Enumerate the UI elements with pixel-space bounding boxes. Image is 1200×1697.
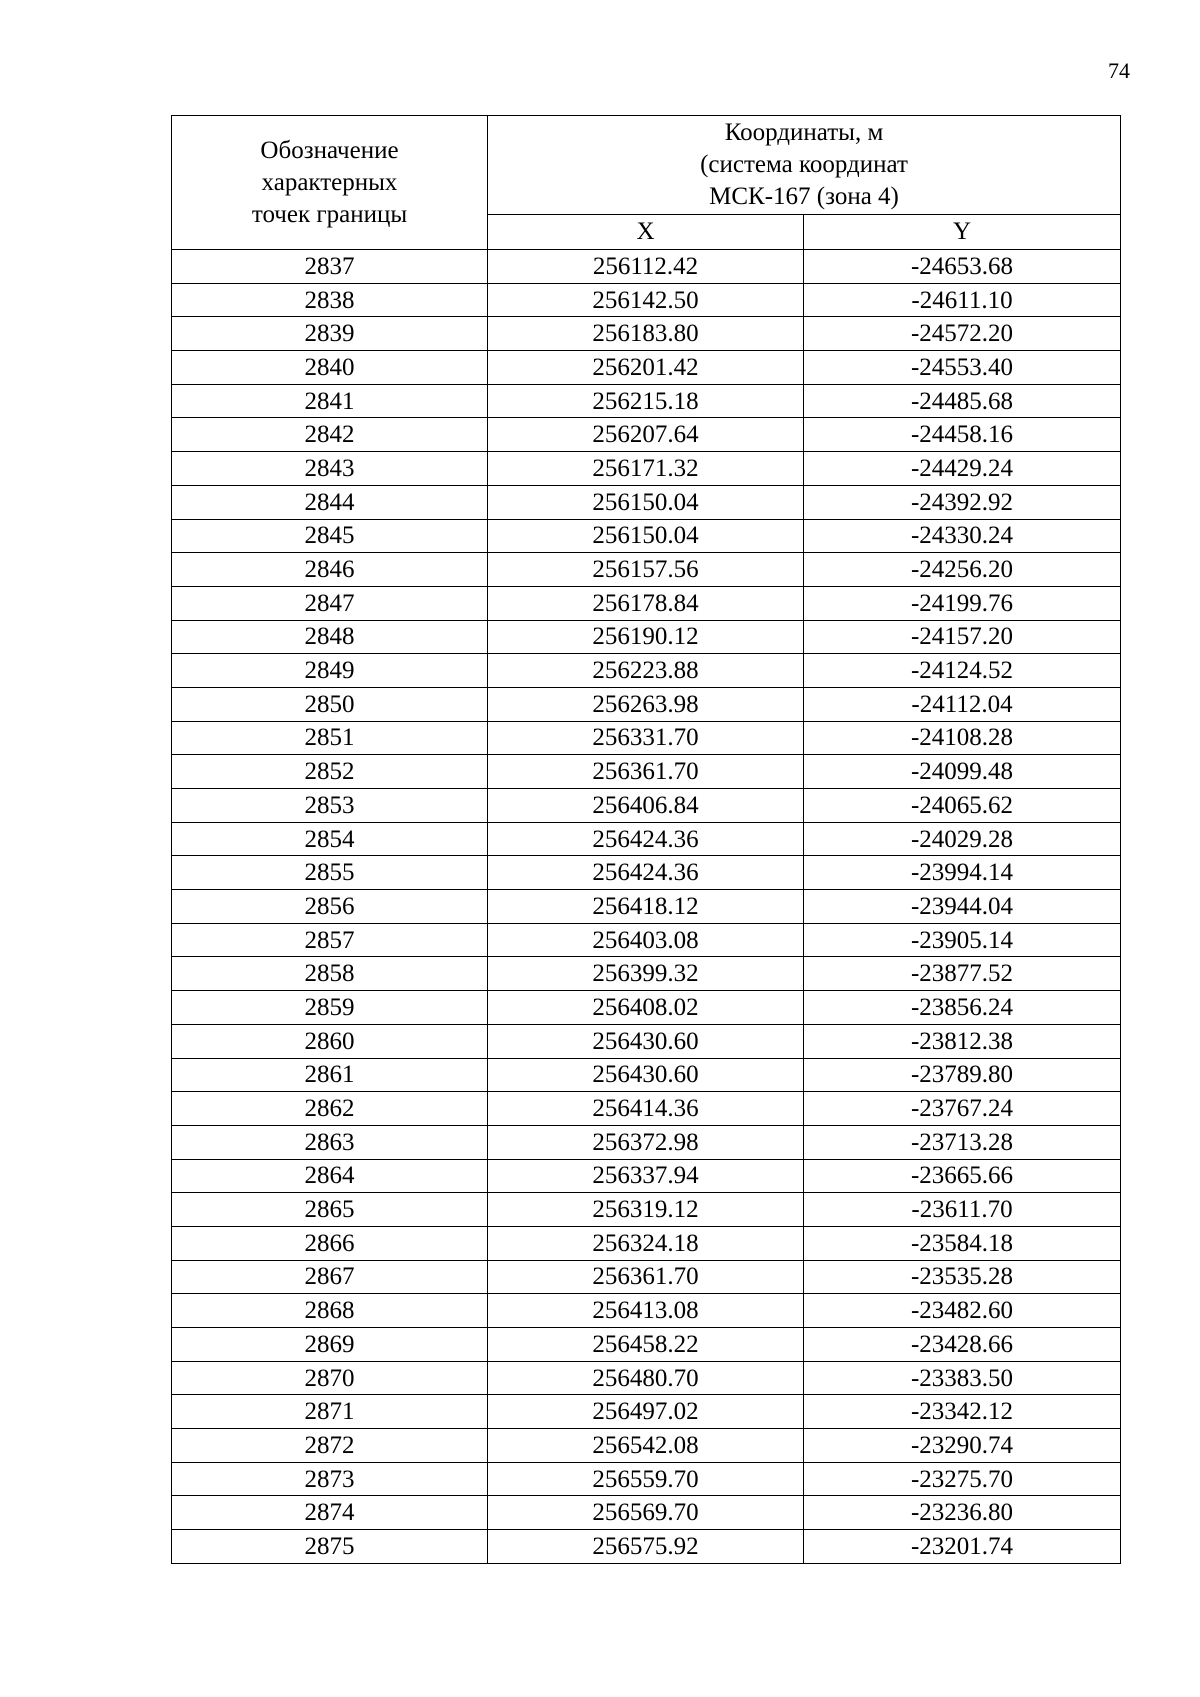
table-row bbox=[172, 384, 1121, 418]
cell-point: 2874 bbox=[172, 1496, 488, 1530]
cell-x: 256413.08 bbox=[488, 1294, 804, 1328]
cell-x: 256142.50 bbox=[488, 283, 804, 317]
table-row bbox=[172, 620, 1121, 654]
table-row bbox=[172, 351, 1121, 385]
table-row bbox=[172, 890, 1121, 924]
cell-x: 256178.84 bbox=[488, 586, 804, 620]
cell-y: -24108.28 bbox=[804, 721, 1121, 755]
cell-point: 2869 bbox=[172, 1328, 488, 1362]
cell-point: 2841 bbox=[172, 384, 488, 418]
cell-y: -24330.24 bbox=[804, 519, 1121, 553]
header-designation-line-1: Обозначение bbox=[260, 136, 399, 164]
cell-x: 256263.98 bbox=[488, 687, 804, 721]
cell-point: 2867 bbox=[172, 1260, 488, 1294]
table-row bbox=[172, 1462, 1121, 1496]
cell-point: 2868 bbox=[172, 1294, 488, 1328]
cell-point: 2838 bbox=[172, 283, 488, 317]
cell-y: -24124.52 bbox=[804, 654, 1121, 688]
cell-x: 256215.18 bbox=[488, 384, 804, 418]
cell-x: 256171.32 bbox=[488, 452, 804, 486]
cell-point: 2866 bbox=[172, 1226, 488, 1260]
cell-y: -23789.80 bbox=[804, 1058, 1121, 1092]
table-row bbox=[172, 586, 1121, 620]
cell-y: -24392.92 bbox=[804, 485, 1121, 519]
table-row bbox=[172, 1496, 1121, 1530]
table-row bbox=[172, 1260, 1121, 1294]
cell-x: 256207.64 bbox=[488, 418, 804, 452]
cell-y: -23767.24 bbox=[804, 1092, 1121, 1126]
table-row bbox=[172, 687, 1121, 721]
table-row bbox=[172, 822, 1121, 856]
table-row bbox=[172, 250, 1121, 284]
cell-point: 2873 bbox=[172, 1462, 488, 1496]
cell-x: 256324.18 bbox=[488, 1226, 804, 1260]
cell-point: 2846 bbox=[172, 553, 488, 587]
cell-y: -24157.20 bbox=[804, 620, 1121, 654]
cell-y: -23856.24 bbox=[804, 991, 1121, 1025]
cell-point: 2875 bbox=[172, 1530, 488, 1564]
cell-y: -23535.28 bbox=[804, 1260, 1121, 1294]
cell-point: 2842 bbox=[172, 418, 488, 452]
cell-point: 2864 bbox=[172, 1159, 488, 1193]
cell-point: 2858 bbox=[172, 957, 488, 991]
cell-y: -23713.28 bbox=[804, 1125, 1121, 1159]
cell-x: 256430.60 bbox=[488, 1058, 804, 1092]
table-body bbox=[172, 250, 1121, 1564]
cell-y: -24653.68 bbox=[804, 250, 1121, 284]
page-number: 74 bbox=[1108, 58, 1130, 83]
cell-x: 256414.36 bbox=[488, 1092, 804, 1126]
cell-y: -23236.80 bbox=[804, 1496, 1121, 1530]
cell-x: 256424.36 bbox=[488, 822, 804, 856]
cell-x: 256569.70 bbox=[488, 1496, 804, 1530]
table-row bbox=[172, 519, 1121, 553]
cell-point: 2861 bbox=[172, 1058, 488, 1092]
cell-y: -24572.20 bbox=[804, 317, 1121, 351]
cell-point: 2862 bbox=[172, 1092, 488, 1126]
cell-y: -24485.68 bbox=[804, 384, 1121, 418]
table-row bbox=[172, 923, 1121, 957]
cell-point: 2865 bbox=[172, 1193, 488, 1227]
cell-y: -23944.04 bbox=[804, 890, 1121, 924]
table-row bbox=[172, 755, 1121, 789]
cell-y: -23383.50 bbox=[804, 1361, 1121, 1395]
cell-x: 256542.08 bbox=[488, 1429, 804, 1463]
cell-y: -23584.18 bbox=[804, 1226, 1121, 1260]
table-row bbox=[172, 1193, 1121, 1227]
cell-x: 256559.70 bbox=[488, 1462, 804, 1496]
table-row bbox=[172, 1058, 1121, 1092]
header-y: Y bbox=[804, 215, 1121, 250]
cell-x: 256319.12 bbox=[488, 1193, 804, 1227]
cell-point: 2837 bbox=[172, 250, 488, 284]
table-row bbox=[172, 721, 1121, 755]
cell-x: 256183.80 bbox=[488, 317, 804, 351]
cell-y: -24029.28 bbox=[804, 822, 1121, 856]
cell-y: -23994.14 bbox=[804, 856, 1121, 890]
header-coordinates-line-2: (система координат bbox=[700, 151, 908, 179]
table-row bbox=[172, 1429, 1121, 1463]
cell-x: 256430.60 bbox=[488, 1024, 804, 1058]
cell-x: 256372.98 bbox=[488, 1125, 804, 1159]
cell-point: 2848 bbox=[172, 620, 488, 654]
cell-y: -23290.74 bbox=[804, 1429, 1121, 1463]
cell-x: 256190.12 bbox=[488, 620, 804, 654]
table-row bbox=[172, 654, 1121, 688]
cell-y: -23905.14 bbox=[804, 923, 1121, 957]
table-row bbox=[172, 1092, 1121, 1126]
cell-y: -24429.24 bbox=[804, 452, 1121, 486]
cell-point: 2843 bbox=[172, 452, 488, 486]
cell-point: 2849 bbox=[172, 654, 488, 688]
table-row bbox=[172, 1226, 1121, 1260]
cell-x: 256406.84 bbox=[488, 789, 804, 823]
cell-x: 256150.04 bbox=[488, 519, 804, 553]
table-row bbox=[172, 1328, 1121, 1362]
cell-point: 2872 bbox=[172, 1429, 488, 1463]
cell-point: 2870 bbox=[172, 1361, 488, 1395]
table-row bbox=[172, 418, 1121, 452]
cell-y: -24199.76 bbox=[804, 586, 1121, 620]
cell-x: 256223.88 bbox=[488, 654, 804, 688]
cell-y: -24112.04 bbox=[804, 687, 1121, 721]
cell-y: -23342.12 bbox=[804, 1395, 1121, 1429]
cell-point: 2854 bbox=[172, 822, 488, 856]
cell-point: 2840 bbox=[172, 351, 488, 385]
table-row bbox=[172, 1024, 1121, 1058]
cell-point: 2851 bbox=[172, 721, 488, 755]
cell-y: -24065.62 bbox=[804, 789, 1121, 823]
header-designation-line-3: точек границы bbox=[251, 200, 408, 228]
cell-x: 256399.32 bbox=[488, 957, 804, 991]
cell-point: 2860 bbox=[172, 1024, 488, 1058]
cell-point: 2857 bbox=[172, 923, 488, 957]
cell-y: -24256.20 bbox=[804, 553, 1121, 587]
cell-x: 256424.36 bbox=[488, 856, 804, 890]
cell-point: 2845 bbox=[172, 519, 488, 553]
cell-point: 2853 bbox=[172, 789, 488, 823]
table-row bbox=[172, 317, 1121, 351]
cell-y: -23665.66 bbox=[804, 1159, 1121, 1193]
cell-point: 2863 bbox=[172, 1125, 488, 1159]
header-x: X bbox=[488, 215, 804, 250]
cell-y: -23611.70 bbox=[804, 1193, 1121, 1227]
cell-y: -24099.48 bbox=[804, 755, 1121, 789]
cell-y: -23877.52 bbox=[804, 957, 1121, 991]
table-row bbox=[172, 1361, 1121, 1395]
cell-y: -23428.66 bbox=[804, 1328, 1121, 1362]
cell-x: 256361.70 bbox=[488, 755, 804, 789]
cell-x: 256403.08 bbox=[488, 923, 804, 957]
table-row bbox=[172, 1530, 1121, 1564]
cell-point: 2839 bbox=[172, 317, 488, 351]
table-row bbox=[172, 553, 1121, 587]
table-row bbox=[172, 856, 1121, 890]
cell-point: 2859 bbox=[172, 991, 488, 1025]
cell-point: 2856 bbox=[172, 890, 488, 924]
table-row bbox=[172, 1125, 1121, 1159]
table-row bbox=[172, 789, 1121, 823]
cell-y: -23812.38 bbox=[804, 1024, 1121, 1058]
cell-y: -24458.16 bbox=[804, 418, 1121, 452]
cell-point: 2852 bbox=[172, 755, 488, 789]
cell-y: -23275.70 bbox=[804, 1462, 1121, 1496]
cell-x: 256201.42 bbox=[488, 351, 804, 385]
cell-point: 2850 bbox=[172, 687, 488, 721]
cell-point: 2855 bbox=[172, 856, 488, 890]
cell-x: 256150.04 bbox=[488, 485, 804, 519]
cell-y: -24611.10 bbox=[804, 283, 1121, 317]
table-row bbox=[172, 1395, 1121, 1429]
cell-y: -24553.40 bbox=[804, 351, 1121, 385]
cell-x: 256331.70 bbox=[488, 721, 804, 755]
cell-x: 256458.22 bbox=[488, 1328, 804, 1362]
table-row bbox=[172, 283, 1121, 317]
table-row bbox=[172, 957, 1121, 991]
table-row bbox=[172, 991, 1121, 1025]
table-row bbox=[172, 1159, 1121, 1193]
cell-x: 256157.56 bbox=[488, 553, 804, 587]
header-coordinates-line-3: МСК-167 (зона 4) bbox=[709, 183, 899, 211]
table-row bbox=[172, 1294, 1121, 1328]
cell-point: 2847 bbox=[172, 586, 488, 620]
table-row bbox=[172, 485, 1121, 519]
cell-x: 256480.70 bbox=[488, 1361, 804, 1395]
cell-x: 256361.70 bbox=[488, 1260, 804, 1294]
cell-x: 256497.02 bbox=[488, 1395, 804, 1429]
cell-x: 256337.94 bbox=[488, 1159, 804, 1193]
cell-point: 2871 bbox=[172, 1395, 488, 1429]
cell-y: -23482.60 bbox=[804, 1294, 1121, 1328]
cell-point: 2844 bbox=[172, 485, 488, 519]
table-header bbox=[172, 116, 1121, 250]
cell-x: 256418.12 bbox=[488, 890, 804, 924]
cell-x: 256408.02 bbox=[488, 991, 804, 1025]
header-designation-line-2: характерных bbox=[261, 168, 398, 196]
header-point-designation bbox=[172, 116, 488, 250]
cell-x: 256575.92 bbox=[488, 1530, 804, 1564]
cell-x: 256112.42 bbox=[488, 250, 804, 284]
table-row bbox=[172, 452, 1121, 486]
header-coordinates-line-1: Координаты, м bbox=[724, 119, 884, 147]
header-coordinates bbox=[488, 116, 1121, 215]
cell-y: -23201.74 bbox=[804, 1530, 1121, 1564]
coordinates-table bbox=[171, 115, 1121, 1564]
